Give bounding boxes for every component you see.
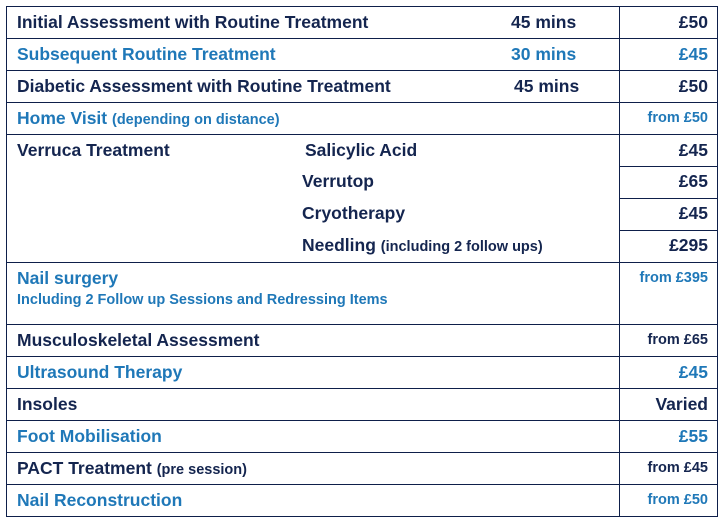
verruca-option-salicylic: Salicylic Acid xyxy=(305,140,418,160)
verruca-option-verrutop: Verrutop xyxy=(302,171,374,191)
service-label: Subsequent Routine Treatment xyxy=(17,44,276,64)
column-divider xyxy=(619,263,620,324)
service-label xyxy=(17,108,280,129)
service-label: Diabetic Assessment with Routine Treatment xyxy=(17,76,391,96)
price: £55 xyxy=(678,426,708,446)
price: £45 xyxy=(678,362,708,382)
column-divider xyxy=(619,421,620,452)
price: £45 xyxy=(678,140,708,160)
price: £65 xyxy=(678,171,708,191)
service-label: Ultrasound Therapy xyxy=(17,362,183,382)
price: £50 xyxy=(678,76,708,96)
column-divider xyxy=(619,357,620,388)
price: from £65 xyxy=(647,332,708,348)
price: from £50 xyxy=(647,110,708,126)
service-label: Verruca Treatment xyxy=(17,140,170,160)
price-list-table xyxy=(6,6,718,517)
duration: 30 mins xyxy=(511,44,577,64)
price: £295 xyxy=(669,235,708,255)
table-row-nail-reconstruction xyxy=(7,485,717,516)
column-divider xyxy=(619,7,620,38)
service-name: Home Visit xyxy=(17,108,108,128)
price: from £395 xyxy=(639,270,708,286)
table-row-home-visit xyxy=(7,103,717,135)
verruca-option-cryotherapy: Cryotherapy xyxy=(302,203,406,223)
table-row-nail-surgery xyxy=(7,263,717,325)
table-row-verruca-treatment xyxy=(7,135,717,263)
verruca-option-needling xyxy=(302,235,543,256)
service-note: Including 2 Follow up Sessions and Redressing Items xyxy=(17,292,388,308)
column-divider xyxy=(619,39,620,70)
column-divider xyxy=(619,71,620,102)
service-note: (depending on distance) xyxy=(112,112,280,128)
sub-divider xyxy=(619,166,717,167)
table-row-diabetic-assessment xyxy=(7,71,717,103)
price: £50 xyxy=(678,12,708,32)
option-name: Needling xyxy=(302,235,376,255)
column-divider xyxy=(619,103,620,134)
service-label: Musculoskeletal Assessment xyxy=(17,330,260,350)
service-label: Insoles xyxy=(17,394,78,414)
service-label: Nail surgery xyxy=(17,268,119,288)
table-row-subsequent-routine xyxy=(7,39,717,71)
price: from £45 xyxy=(647,460,708,476)
price: Varied xyxy=(655,394,708,414)
sub-divider xyxy=(619,230,717,231)
sub-divider xyxy=(619,198,717,199)
table-row-musculoskeletal xyxy=(7,325,717,357)
service-name: PACT Treatment xyxy=(17,458,152,478)
service-label: Initial Assessment with Routine Treatment xyxy=(17,12,369,32)
option-note: (including 2 follow ups) xyxy=(380,239,543,255)
duration: 45 mins xyxy=(511,12,577,32)
price: from £50 xyxy=(647,492,708,508)
service-label xyxy=(17,458,247,479)
service-label: Foot Mobilisation xyxy=(17,426,162,446)
table-row-insoles xyxy=(7,389,717,421)
column-divider xyxy=(619,389,620,420)
duration: 45 mins xyxy=(514,76,580,96)
column-divider xyxy=(619,325,620,356)
service-label: Nail Reconstruction xyxy=(17,490,183,510)
column-divider xyxy=(619,485,620,516)
table-row-pact-treatment xyxy=(7,453,717,485)
price: £45 xyxy=(678,203,708,223)
service-note: (pre session) xyxy=(156,462,247,478)
column-divider xyxy=(619,453,620,484)
table-row-ultrasound xyxy=(7,357,717,389)
table-row-initial-assessment xyxy=(7,7,717,39)
price: £45 xyxy=(678,44,708,64)
table-row-foot-mobilisation xyxy=(7,421,717,453)
